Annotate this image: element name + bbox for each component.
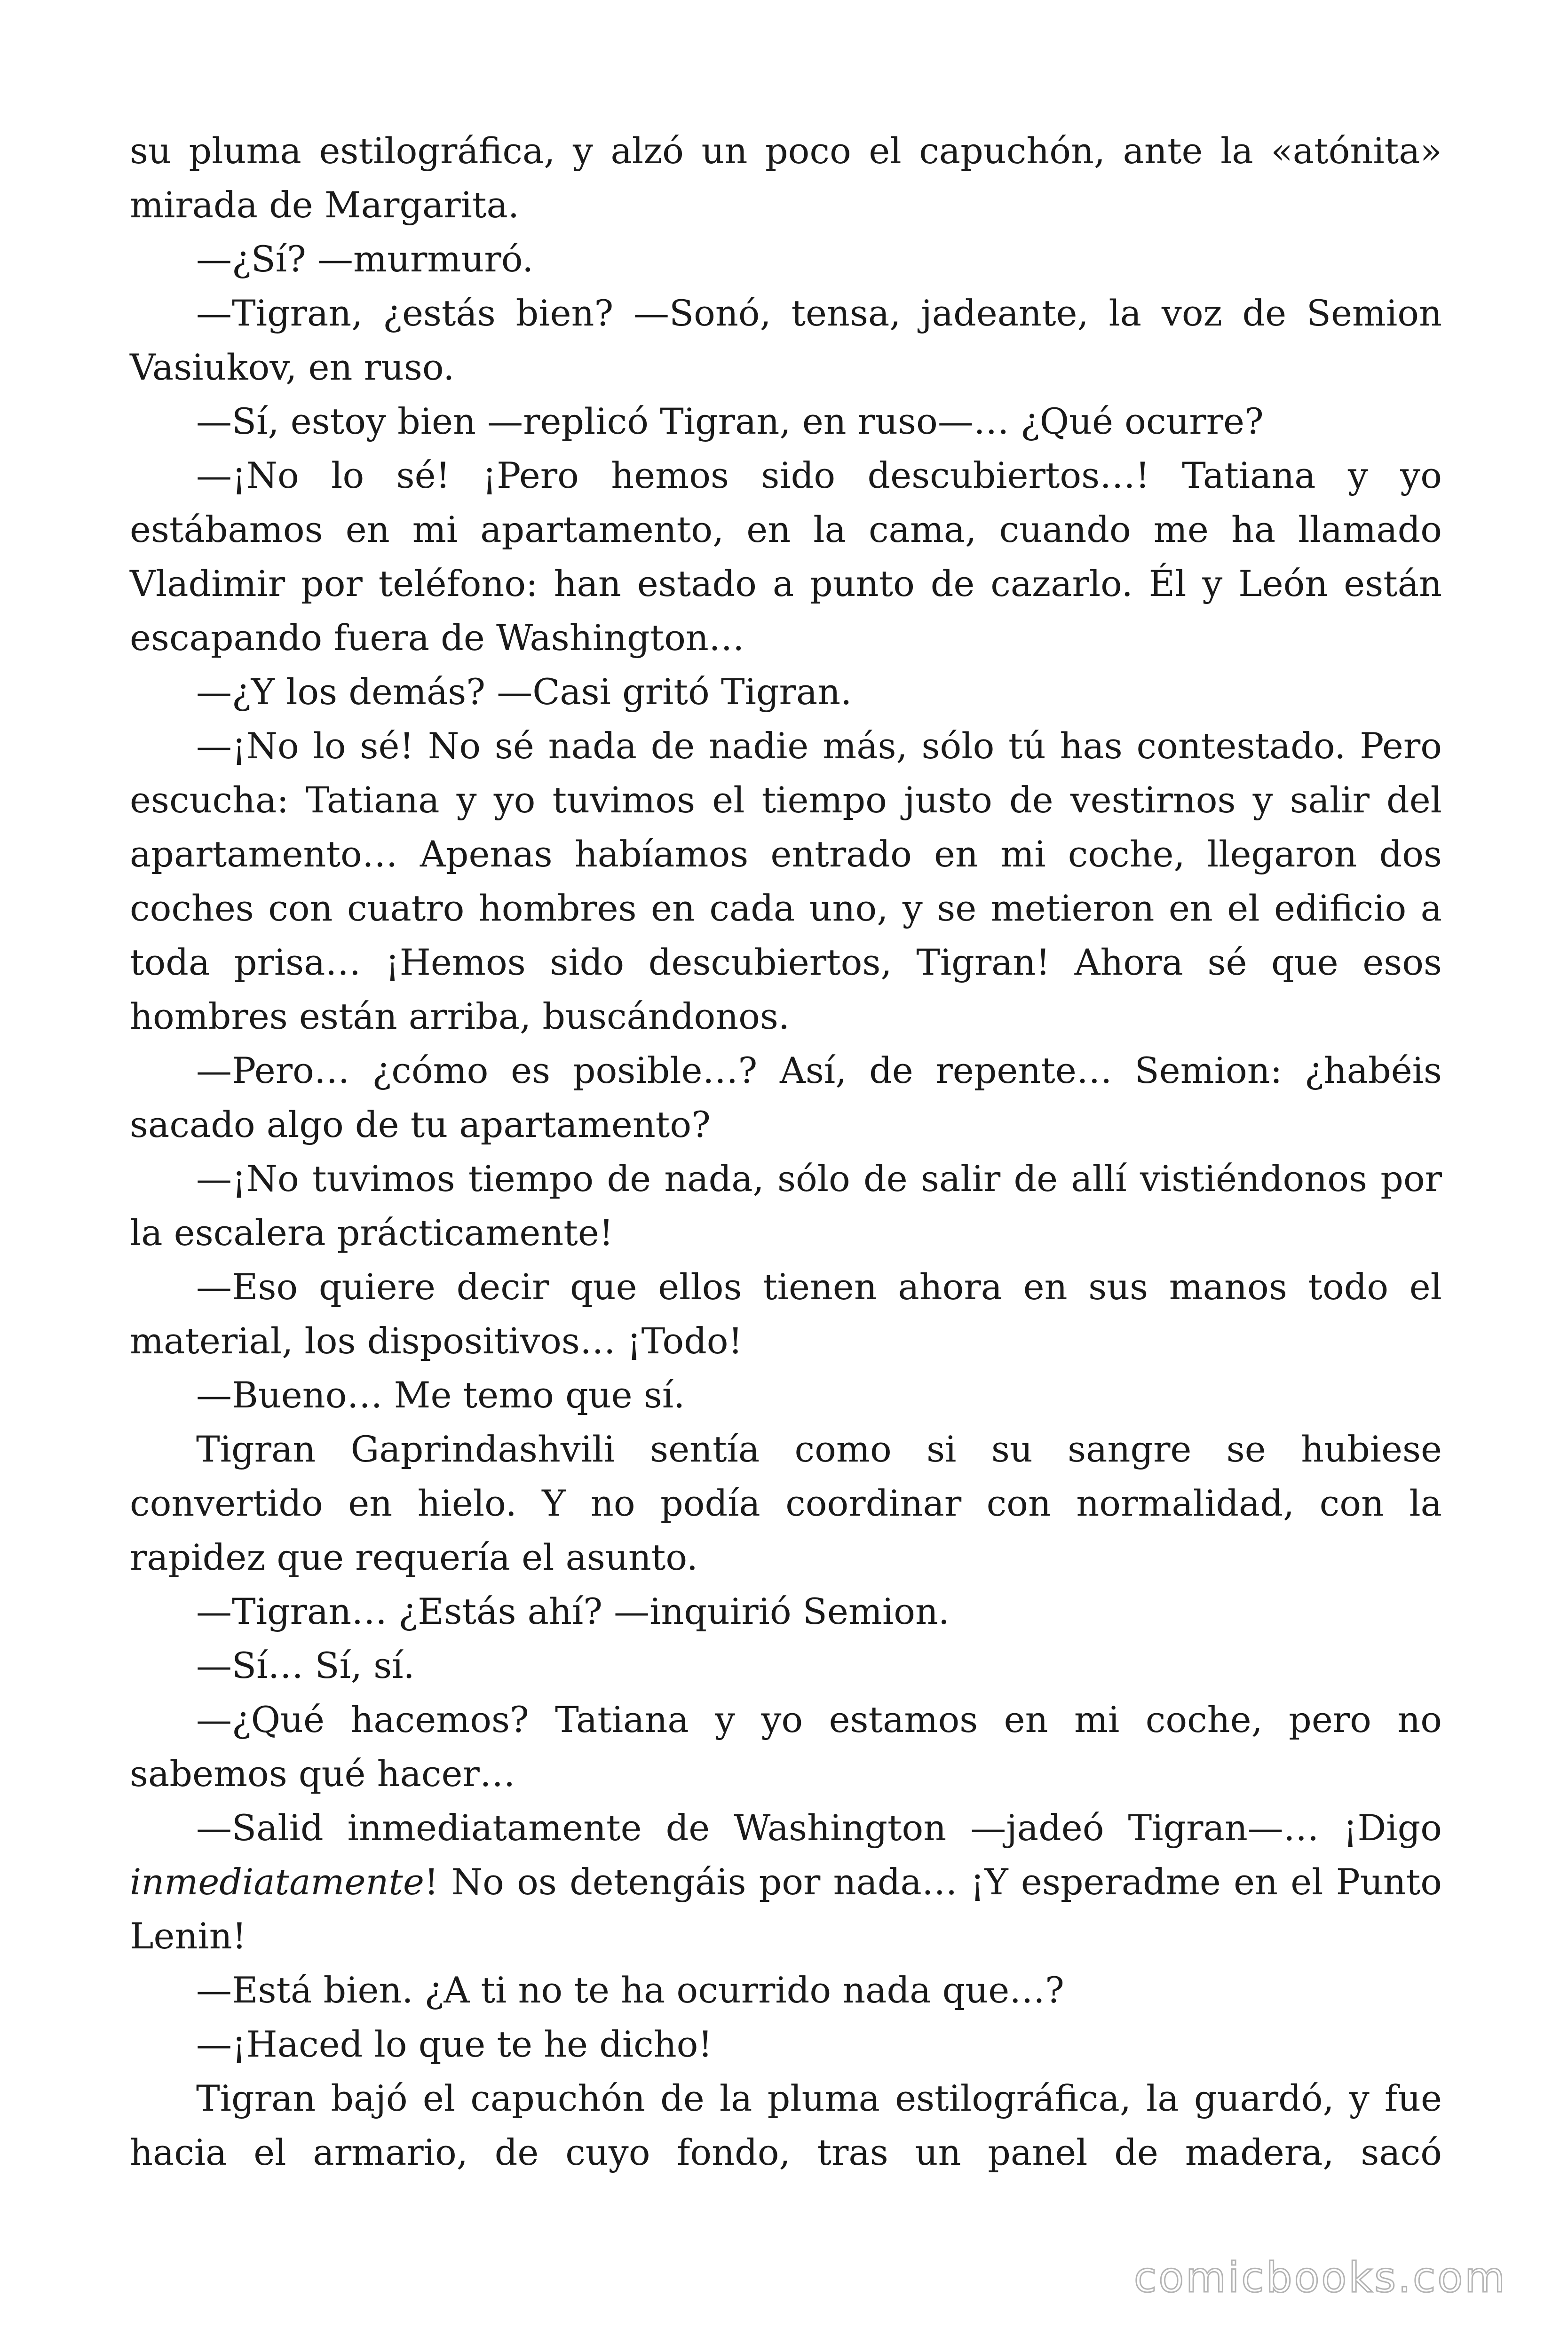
paragraph: —Salid inmediatamente de Washington —jadeó Tigran—… ¡Digo inmediatamente! No os detengáis por nada… ¡Y esperadme en el Punto Lenin! xyxy=(130,1807,1442,1957)
paragraph: —Tigran, ¿estás bien? —Sonó, tensa, jadeante, la voz de Semion Vasiukov, en ruso. xyxy=(130,292,1442,388)
paragraph: —Tigran… ¿Estás ahí? —inquirió Semion. xyxy=(196,1590,950,1632)
paragraph: su pluma estilográfica, y alzó un poco el capuchón, ante la «atónita» mirada de Margarita. xyxy=(130,130,1442,226)
body-text xyxy=(130,124,1442,2179)
paragraph: —¿Sí? —murmuró. xyxy=(196,238,534,280)
paragraph: —¿Y los demás? —Casi gritó Tigran. xyxy=(196,671,852,713)
paragraph: Tigran bajó el capuchón de la pluma estilográfica, la guardó, y fue hacia el armario, de cuyo fondo, tras un panel de madera, sacó xyxy=(130,2077,1442,2173)
paragraph: —Sí, estoy bien —replicó Tigran, en ruso—… ¿Qué ocurre? xyxy=(196,400,1264,442)
paragraph: —Eso quiere decir que ellos tienen ahora en sus manos todo el material, los dispositivos… ¡Todo! xyxy=(130,1266,1442,1362)
watermark: comicbooks.com xyxy=(1133,2253,1507,2302)
paragraph: —Bueno… Me temo que sí. xyxy=(196,1374,685,1416)
paragraph: —¡No tuvimos tiempo de nada, sólo de salir de allí vistiéndonos por la escalera prácticamente! xyxy=(130,1158,1442,1254)
paragraph: —¡No lo sé! No sé nada de nadie más, sólo tú has contestado. Pero escucha: Tatiana y yo tuvimos el tiempo justo de vestirnos y salir del apartamento… Apenas habíamos entrado en mi coche, llegaron dos coches con cuatro hombres en cada uno, y se metieron en el edificio a toda prisa… ¡Hemos sido descubiertos, Tigran! Ahora sé que esos hombres están arriba, buscándonos. xyxy=(130,725,1442,1037)
paragraph: —¡Haced lo que te he dicho! xyxy=(196,2023,713,2065)
paragraph: —¿Qué hacemos? Tatiana y yo estamos en mi coche, pero no sabemos qué hacer… xyxy=(130,1699,1442,1795)
emphasis: inmediatamente xyxy=(130,1861,424,1903)
paragraph: —Sí… Sí, sí. xyxy=(196,1645,415,1686)
paragraph: —Está bien. ¿A ti no te ha ocurrido nada que…? xyxy=(196,1969,1064,2011)
paragraph: Tigran Gaprindashvili sentía como si su sangre se hubiese convertido en hielo. Y no podía coordinar con normalidad, con la rapidez que requería el asunto. xyxy=(130,1428,1442,1578)
paragraph: —¡No lo sé! ¡Pero hemos sido descubiertos…! Tatiana y yo estábamos en mi apartamento, en la cama, cuando me ha llamado Vladimir por teléfono: han estado a punto de cazarlo. Él y León están escapando fuera de Washington… xyxy=(130,454,1442,659)
paragraph: —Pero… ¿cómo es posible…? Así, de repente… Semion: ¿habéis sacado algo de tu apartamento? xyxy=(130,1049,1442,1145)
